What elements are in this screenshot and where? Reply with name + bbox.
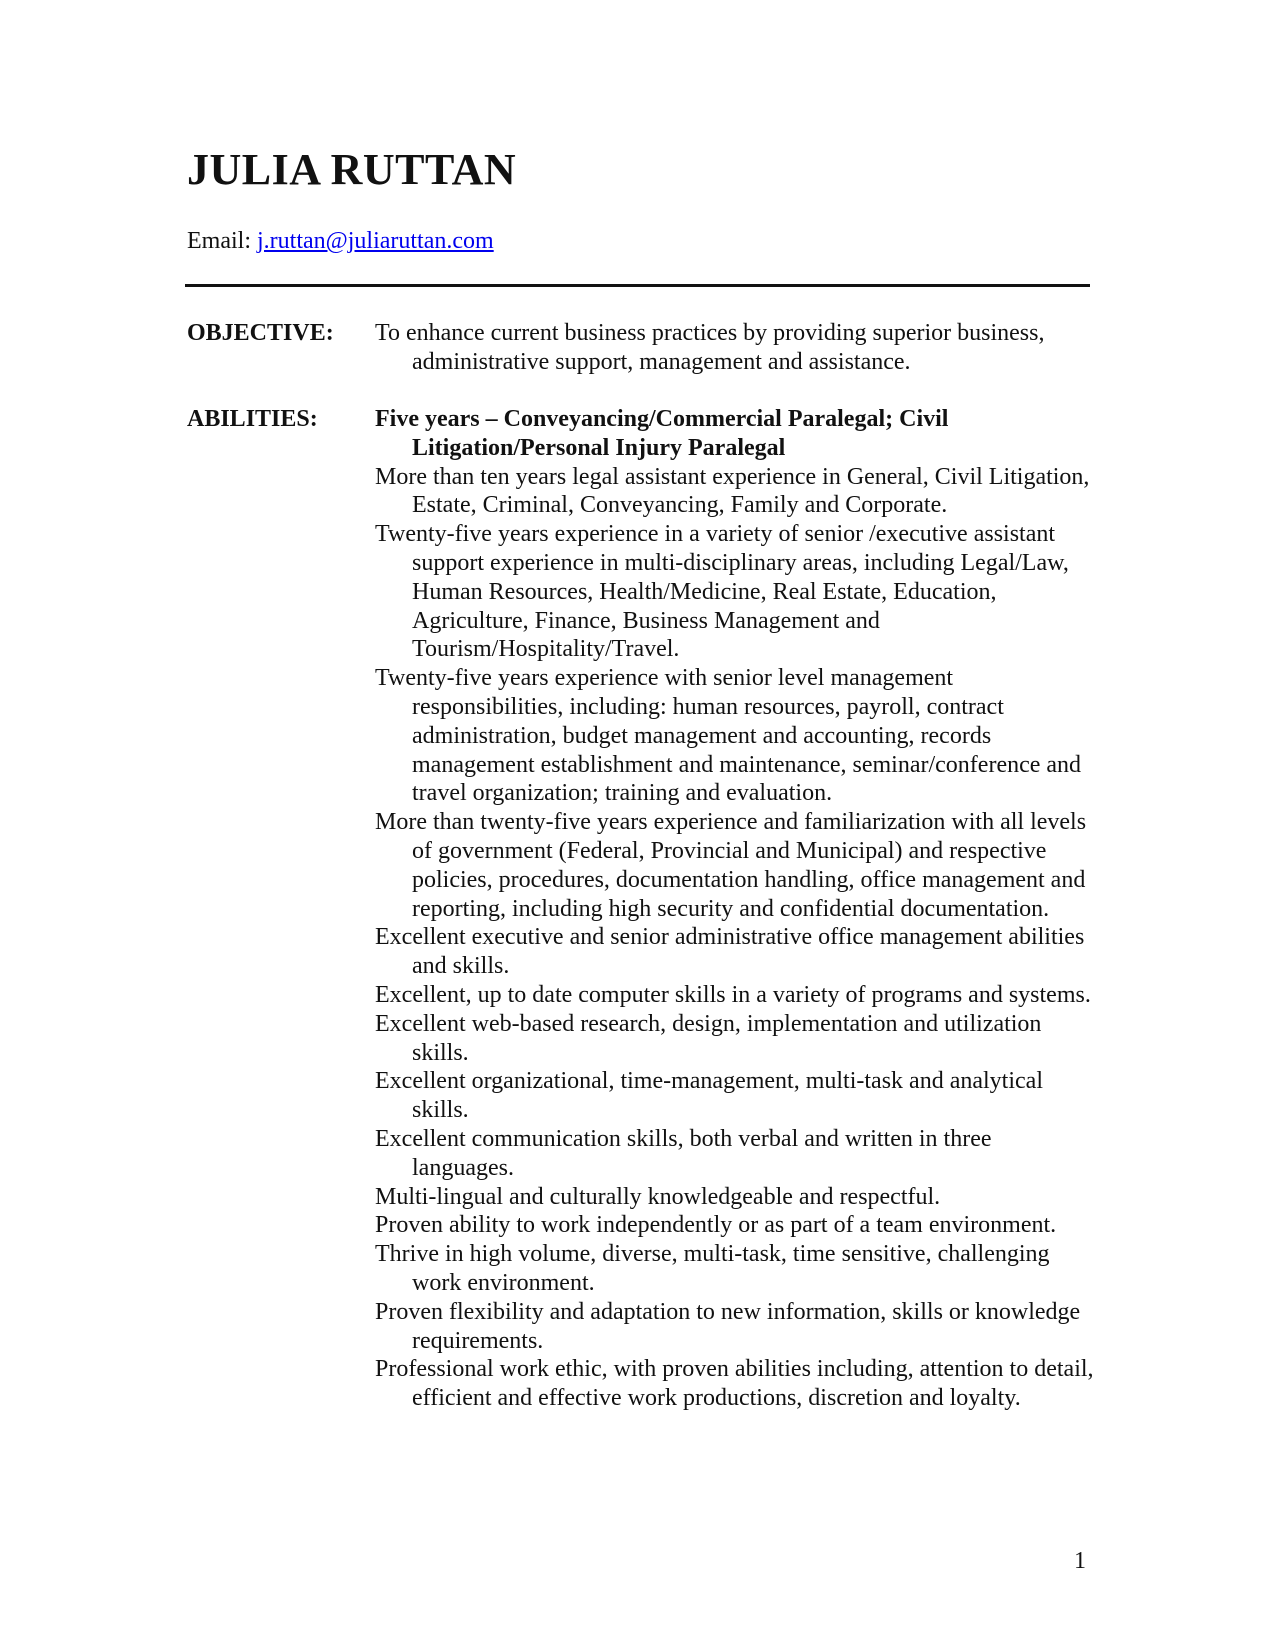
ability-item: Excellent web-based research, design, implementation and utilization skills. [375,1010,1042,1066]
ability-item: Professional work ethic, with proven abilities including, attention to detail, efficient and effective work productions, discretion and loyalty. [375,1356,1094,1412]
header-divider [185,284,1090,287]
abilities-list [375,405,1095,1413]
ability-item: Thrive in high volume, diverse, multi-task, time sensitive, challenging work environment. [375,1241,1050,1296]
email-link[interactable]: j.ruttan@juliaruttan.com [256,228,494,254]
candidate-name: JULIA RUTTAN [187,145,517,194]
ability-item: Twenty-five years experience with senior level management responsibilities, including: human resources, payroll, contract administration, budget management and accounting, records management establishment and maintenance, seminar/conference and travel organization; training and evaluation. [375,665,1082,807]
ability-item-highlight: Five years – Conveyancing/Commercial Paralegal; Civil Litigation/Personal Injury Paralegal [375,406,949,461]
ability-item: Twenty-five years experience in a variety of senior /executive assistant support experience in multi-disciplinary areas, including Legal/Law, Human Resources, Health/Medicine, Real Estate, Education, Agriculture, Finance, Business Management and Tourism/Hospitality/Travel. [375,521,1069,663]
ability-item: Excellent executive and senior administrative office management abilities and skills. [375,924,1085,980]
ability-item: More than ten years legal assistant experience in General, Civil Litigation, Estate, Criminal, Conveyancing, Family and Corporate. [375,463,1090,519]
ability-item: Proven flexibility and adaptation to new information, skills or knowledge requirements. [375,1298,1081,1354]
ability-item: Proven ability to work independently or as part of a team environment. [375,1212,1057,1239]
email-label: Email: [187,228,251,254]
ability-item: Multi-lingual and culturally knowledgeable and respectful. [375,1183,941,1210]
ability-item: Excellent communication skills, both verbal and written in three languages. [375,1125,992,1181]
objective-label: OBJECTIVE: [187,320,334,346]
abilities-label: ABILITIES: [187,406,318,432]
objective-text [375,319,1095,377]
ability-item: Excellent organizational, time-management, multi-task and analytical skills. [375,1068,1043,1124]
email-line [187,227,494,256]
ability-item: Excellent, up to date computer skills in a variety of programs and systems. [375,981,1091,1008]
ability-item: More than twenty-five years experience and familiarization with all levels of government (Federal, Provincial and Municipal) and respective policies, procedures, documentation handling, office management and reporting, including high security and confidential documentation. [375,809,1087,922]
objective-paragraph: To enhance current business practices by providing superior business, administrative support, management and assistance. [375,320,1045,375]
page-number: 1 [1074,1548,1086,1574]
